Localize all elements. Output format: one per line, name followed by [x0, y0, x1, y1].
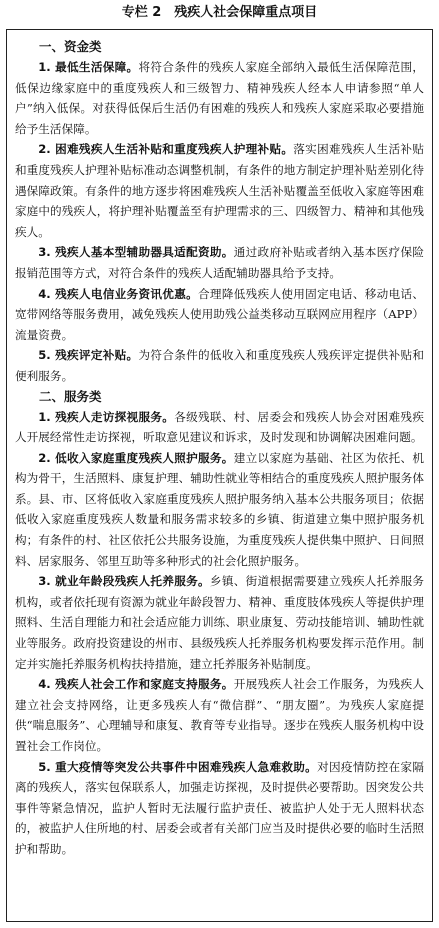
section-heading-funds: 一、资金类	[39, 39, 102, 54]
paragraph-body: 落实困难残疾人生活补贴和重度残疾人护理补贴标准动态调整机制，有条件的地方制定护理补贴差别化待遇保障政策。有条件的地方逐步将困难残疾人生活补贴覆盖至低收入家庭等困难家庭中的残疾人，将护理补贴覆盖至有护理需求的三、四级智力、精神和其他残疾人。	[15, 142, 424, 239]
paragraph-lead: 3. 就业年龄段残疾人托养服务。	[38, 574, 210, 589]
paragraph-funds-5	[15, 345, 424, 386]
paragraph-services-1	[15, 407, 424, 448]
paragraph-body: 建立以家庭为基础、社区为依托、机构为骨干，生活照料、康复护理、辅助性就业等相结合的重度残疾人照护服务体系。县、市、区将低收入家庭重度残疾人照护服务纳入基本公共服务项目；依据低收入家庭重度残疾人数量和服务需求较多的乡镇、街道建立集中照护服务机构；有条件的村、社区依托公共服务设施，为重度残疾人提供集中照护、日间照料、居家服务、邻里互助等多种形式的社会化照护服务。	[15, 450, 424, 568]
paragraph-body: 对因疫情防控在家隔离的残疾人，落实包保联系人，加强走访探视，及时提供必要帮助。因突发公共事件等紧急情况，监护人暂时无法履行监护责任、被监护人处于无人照料状态的，被监护人住所地的村、居委会或者有关部门应当及时提供必要的临时生活照护和帮助。	[15, 759, 425, 856]
paragraph-body: 各级残联、村、居委会和残疾人协会对困难残疾人开展经常性走访探视，听取意见建议和诉求，及时发现和协调解决困难问题。	[15, 409, 424, 445]
paragraph-body: 为符合条件的低收入和重度残疾人残疾评定提供补贴和便利服务。	[15, 348, 424, 383]
paragraph-funds-1	[15, 57, 424, 139]
paragraph-lead: 5. 重大疫情等突发公共事件中困难残疾人急难救助。	[38, 759, 318, 774]
paragraph-body: 开展残疾人社会工作服务，为残疾人建立社会支持网络，让更多残疾人有“微信群”、“朋友圈”。为残疾人家庭提供“喘息服务”、心理辅导和康复、教育等专业指导。逐步在残疾人服务机构中设置社会工作岗位。	[15, 677, 424, 753]
paragraph-services-5	[15, 757, 424, 860]
paragraph-funds-3	[15, 242, 424, 283]
paragraph-body: 将符合条件的残疾人家庭全部纳入最低生活保障范围，低保边缘家庭中的重度残疾人和三级智力、精神残疾人经本人申请参照“单人户”纳入低保。对获得低保后生活仍有困难的残疾人和残疾人家庭采取必要措施给予生活保障。	[15, 60, 424, 136]
paragraph-funds-4	[15, 284, 424, 346]
paragraph-body: 通过政府补贴或者纳入基本医疗保险报销范围等方式，对符合条件的残疾人适配辅助器具给予支持。	[15, 245, 424, 280]
paragraph-lead: 4. 残疾人社会工作和家庭支持服务。	[38, 677, 234, 692]
paragraph-lead: 2. 低收入家庭重度残疾人照护服务。	[38, 450, 234, 465]
paragraph-lead: 5. 残疾评定补贴。	[38, 348, 139, 363]
paragraph-services-3	[15, 571, 424, 674]
paragraph-lead: 4. 残疾人电信业务资讯优惠。	[38, 286, 199, 301]
paragraph-lead: 1. 最低生活保障。	[38, 60, 139, 74]
column-box	[6, 29, 433, 922]
paragraph-lead: 2. 困难残疾人生活补贴和重度残疾人护理补贴。	[38, 142, 294, 157]
paragraph-lead: 3. 残疾人基本型辅助器具适配资助。	[38, 245, 234, 260]
column-title: 专栏 2 残疾人社会保障重点项目	[121, 5, 318, 20]
paragraph-lead: 1. 残疾人走访探视服务。	[38, 409, 175, 424]
paragraph-body: 乡镇、街道根据需要建立残疾人托养服务机构，或者依托现有资源为就业年龄段智力、精神、重度肢体残疾人等提供护理照料、生活自理能力和社会适应能力训练、职业康复、劳动技能培训、辅助性就业等服务。政府投资建设的州市、县级残疾人托养服务机构要发挥示范作用。制定并实施托养服务机构扶持措施，建立托养服务补贴制度。	[15, 574, 425, 671]
paragraph-services-2	[15, 448, 424, 572]
paragraph-body: 合理降低残疾人使用固定电话、移动电话、宽带网络等服务费用，减免残疾人使用助残公益类移动互联网应用程序（APP）流量资费。	[15, 286, 425, 342]
paragraph-funds-2	[15, 139, 424, 242]
section-heading-services: 二、服务类	[39, 388, 102, 404]
paragraph-services-4	[15, 674, 424, 756]
